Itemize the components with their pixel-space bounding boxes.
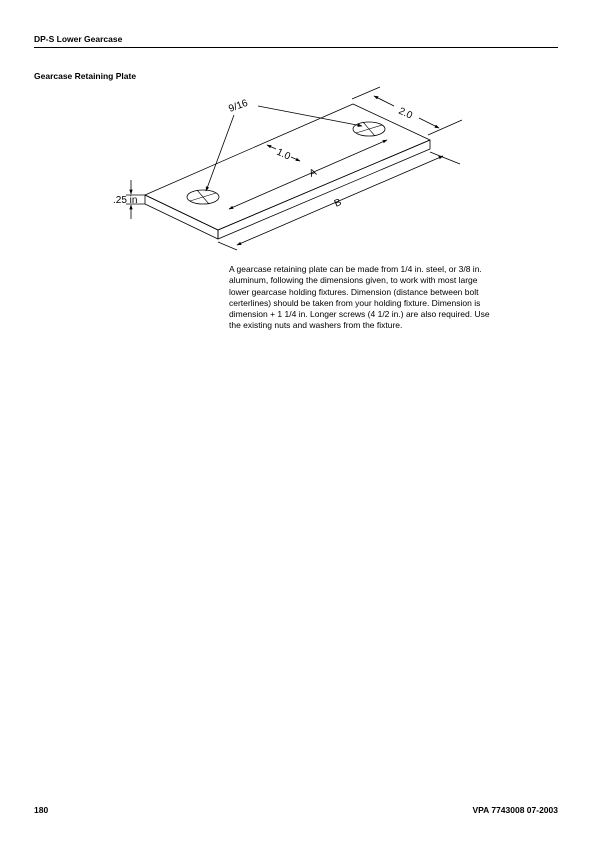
description-paragraph [229, 264, 559, 332]
section-title: Gearcase Retaining Plate [34, 71, 137, 81]
header-title: DP-S Lower Gearcase [34, 34, 123, 44]
plate-top-face [145, 104, 430, 230]
description-line: the existing nuts and washers from the fixture. [229, 320, 403, 331]
page-number: 180 [34, 805, 49, 815]
dim-b-arrow [237, 156, 443, 245]
label-dim-a: A [307, 166, 319, 180]
leader-hole-left [206, 115, 234, 191]
dim-offset-arrow-right [291, 157, 300, 161]
dim-width-arrow-right [419, 118, 439, 128]
label-thickness: .25 in [113, 195, 138, 206]
bolt-hole-left [187, 190, 219, 204]
header-divider [34, 47, 558, 48]
description-line: certerlines) should be taken from your holding fixture. Dimension is [229, 297, 481, 308]
label-dim-b: B [332, 196, 344, 210]
label-hole-size: 9/16 [227, 97, 250, 115]
plate-front-face [145, 195, 218, 239]
leader-hole-right [258, 106, 362, 126]
dim-offset-arrow-left [267, 145, 276, 149]
bolt-hole-right [353, 122, 385, 136]
document-id: VPA 7743008 07-2003 [472, 805, 558, 815]
plate-side-face [218, 140, 430, 239]
dim-width-arrow-left [374, 96, 394, 106]
description-line: dimension + 1 1/4 in. Longer screws (4 1/2 in.) are also required. Use [229, 309, 490, 320]
description-line: A gearcase retaining plate can be made from 1/4 in. steel, or 3/8 in. [229, 264, 482, 274]
description-line: lower gearcase holding fixtures. Dimension (distance between bolt [229, 286, 479, 297]
label-offset: 1.0 [274, 146, 292, 163]
dim-a-arrow [229, 140, 387, 209]
label-width: 2.0 [396, 105, 414, 122]
description-line: aluminum, following the dimensions given, to work with most large [229, 275, 478, 286]
